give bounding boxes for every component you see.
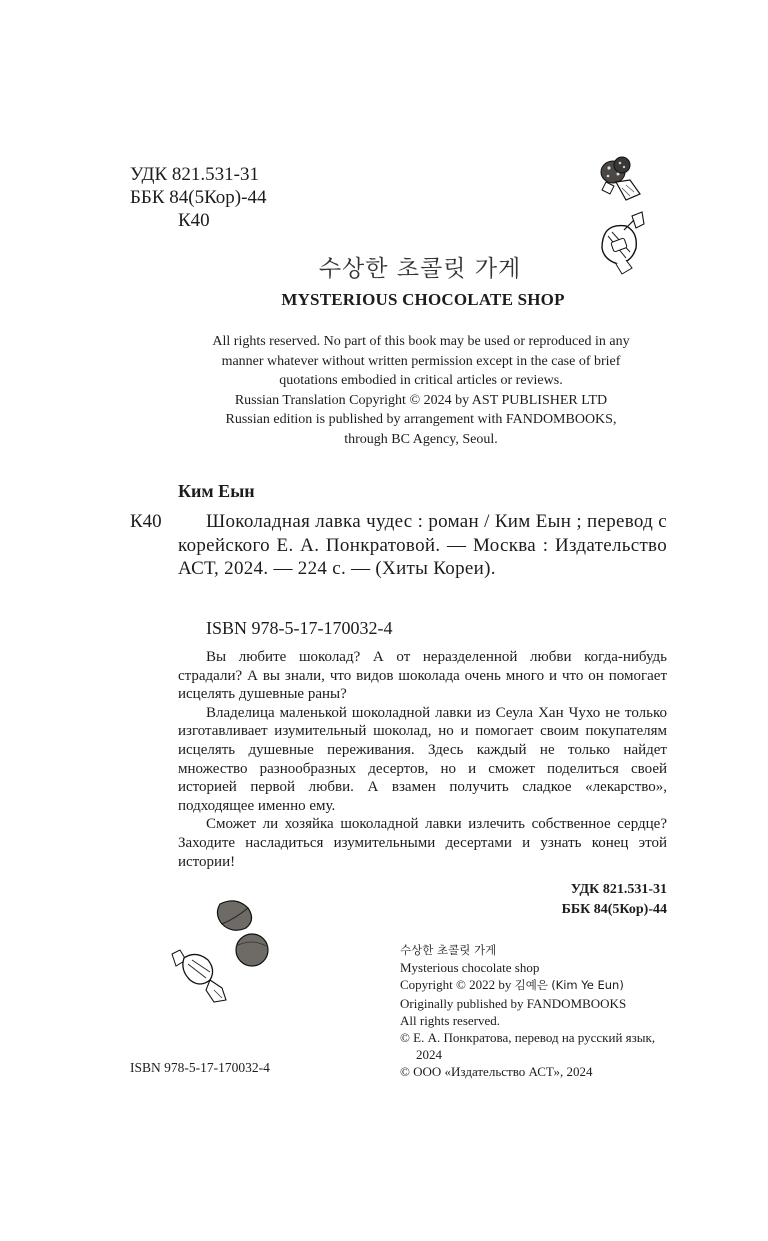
english-title-small: Mysterious chocolate shop	[400, 960, 540, 976]
korean-title-small: 수상한 초콜릿 가게	[400, 943, 497, 957]
copyright-line	[400, 976, 676, 994]
rights-notice	[176, 332, 666, 449]
bbk-code: ББК 84(5Кор)-44	[130, 187, 267, 208]
udk-code-bottom: УДК 821.531-31	[570, 882, 667, 897]
annotation-paragraph: Вы любите шоколад? А от неразделенной любви когда-нибудь страдали? А вы знали, что видов шоколада очень много и что он помогает исцелять душевные раны?	[178, 649, 667, 703]
author-latin-name: (Kim Ye Eun)	[551, 978, 624, 993]
bbk-code-bottom: ББК 84(5Кор)-44	[561, 902, 667, 917]
korean-title: 수상한 초콜릿 가게	[318, 256, 522, 282]
annotation	[178, 648, 667, 871]
rights-line: All rights reserved. No part of this book may be used or reproduced in any	[212, 334, 630, 349]
rights-line: through BC Agency, Seoul.	[344, 431, 498, 447]
catalog-code: К40	[130, 511, 162, 532]
original-publisher: Originally published by FANDOMBOOKS	[400, 995, 627, 1011]
rights-reserved: All rights reserved.	[400, 1012, 501, 1028]
copyright-prefix: Copyright © 2022 by	[400, 977, 512, 993]
author-heading: Ким Еын	[178, 481, 255, 501]
english-title: MYSTERIOUS CHOCOLATE SHOP	[281, 290, 565, 309]
rights-line: Russian edition is published by arrangement with FANDOMBOOKS,	[225, 412, 617, 427]
candy-wrapper-icon	[172, 950, 226, 1002]
truffle-wrapped-icon	[601, 157, 640, 200]
bibliographic-description: Шоколадная лавка чудес : роман / Ким Еын ; перевод с корейского Е. А. Понкратовой. — Москва : Издательство АСТ, 2024. — 224 с. — (Хиты Кореи).	[178, 511, 667, 579]
copyright-block	[400, 942, 676, 1081]
annotation-paragraph: Сможет ли хозяйка шоколадной лавки излечить собственное сердце? Заходите насладиться изумительными десертами и узнать конец этой истории!	[178, 816, 667, 870]
isbn-bottom: ISBN 978-5-17-170032-4	[130, 1060, 270, 1075]
top-classification	[130, 163, 266, 232]
chocolate-bonbon-icon	[217, 901, 251, 930]
annotation-paragraph: Владелица маленькой шоколадной лавки из Сеула Хан Чухо не только изготавливает изумительный шоколад, но и помогает своим покупателям исцелять душевные переживания. Здесь каждый не только найдет множество разнообразных десертов, но и сможет поделиться своей историей первой любви. А взамен получить сладкое «лекарство», подходящее именно ему.	[178, 704, 667, 814]
isbn-main: ISBN 978-5-17-170032-4	[206, 618, 393, 638]
chocolate-round-icon	[236, 934, 268, 966]
author-mark: К40	[178, 210, 210, 231]
publisher-copyright: © ООО «Издательство АСТ», 2024	[400, 1064, 593, 1080]
rights-line: Russian Translation Copyright © 2024 by AST PUBLISHER LTD	[234, 392, 608, 408]
bottom-classification	[400, 880, 667, 920]
bibliographic-record	[130, 510, 667, 581]
udk-code: УДК 821.531-31	[130, 164, 259, 185]
translation-copyright: © Е. А. Понкратова, перевод на русский язык, 2024	[400, 1030, 656, 1063]
author-korean-name: 김예은	[514, 978, 548, 993]
candy-illustration-bottom	[166, 894, 272, 1012]
rights-line: manner whatever without written permission except in the case of brief	[221, 353, 621, 369]
rights-line: quotations embodied in critical articles or reviews.	[279, 373, 563, 388]
